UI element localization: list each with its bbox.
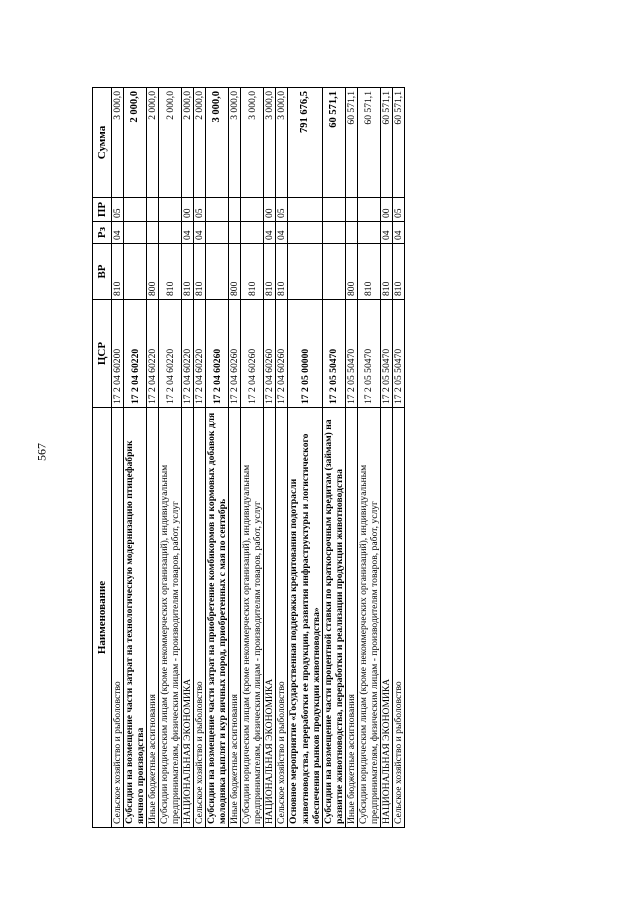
cell-name: НАЦИОНАЛЬНАЯ ЭКОНОМИКА xyxy=(380,408,392,828)
cell-vr: 800 xyxy=(345,244,357,300)
cell-name: Сельское хозяйство и рыболовство xyxy=(112,408,124,828)
cell-vr xyxy=(288,244,322,300)
cell-sum: 3 000,0 xyxy=(112,88,124,198)
cell-name: Сельское хозяйство и рыболовство xyxy=(194,408,206,828)
table-row xyxy=(147,88,159,828)
cell-vr: 810 xyxy=(112,244,124,300)
table-row xyxy=(392,88,404,828)
cell-pr xyxy=(241,198,264,222)
cell-csr: 17 2 05 50470 xyxy=(380,300,392,408)
cell-vr: 810 xyxy=(357,244,380,300)
cell-name: Сельское хозяйство и рыболовство xyxy=(392,408,404,828)
cell-pr: 00 xyxy=(182,198,194,222)
cell-sum: 3 000,0 xyxy=(264,88,276,198)
cell-name: Основное мероприятие «Государственная поддержка кредитования подотрасли животноводства, переработки ее продукции, развития инфраструктуры и логистического обеспечения рынков продукции животноводства» xyxy=(288,408,322,828)
cell-rz: 04 xyxy=(276,222,288,244)
cell-pr xyxy=(159,198,182,222)
cell-csr: 17 2 04 60260 xyxy=(229,300,241,408)
cell-rz xyxy=(124,222,147,244)
cell-csr: 17 2 04 60260 xyxy=(206,300,229,408)
cell-sum: 60 571,1 xyxy=(392,88,404,198)
cell-rz xyxy=(229,222,241,244)
cell-vr: 810 xyxy=(194,244,206,300)
table-row xyxy=(194,88,206,828)
cell-csr: 17 2 04 60260 xyxy=(264,300,276,408)
cell-csr: 17 2 04 60220 xyxy=(194,300,206,408)
cell-pr xyxy=(147,198,159,222)
table-header-row xyxy=(93,88,112,828)
cell-csr: 17 2 05 00000 xyxy=(288,300,322,408)
cell-name: Субсидии на возмещение части процентной ставки по краткосрочным кредитам (займам) на развитие животноводства, переработки и реализации продукции животноводства xyxy=(322,408,345,828)
cell-pr: 05 xyxy=(392,198,404,222)
cell-rz: 04 xyxy=(112,222,124,244)
cell-sum: 60 571,1 xyxy=(345,88,357,198)
cell-rz xyxy=(206,222,229,244)
cell-name: Субсидии юридическим лицам (кроме некоммерческих организаций), индивидуальным предпринимателям, физическим лицам - производителям товаров, работ, услуг xyxy=(357,408,380,828)
cell-vr: 810 xyxy=(264,244,276,300)
cell-name: Иные бюджетные ассигнования xyxy=(345,408,357,828)
table-row xyxy=(124,88,147,828)
cell-name: Субсидии юридическим лицам (кроме некоммерческих организаций), индивидуальным предпринимателям, физическим лицам - производителям товаров, работ, услуг xyxy=(159,408,182,828)
table-row xyxy=(206,88,229,828)
cell-sum: 791 676,5 xyxy=(288,88,322,198)
cell-csr: 17 2 04 60220 xyxy=(147,300,159,408)
table-row xyxy=(380,88,392,828)
budget-table xyxy=(92,87,405,828)
cell-pr xyxy=(206,198,229,222)
cell-rz: 04 xyxy=(392,222,404,244)
table-row xyxy=(288,88,322,828)
cell-name: Субсидии на возмещение части затрат на технологическую модернизацию птицефабрик яичного производства xyxy=(124,408,147,828)
cell-csr: 17 2 04 60260 xyxy=(241,300,264,408)
cell-sum: 2 000,0 xyxy=(124,88,147,198)
cell-sum: 3 000,0 xyxy=(241,88,264,198)
table-row xyxy=(182,88,194,828)
table-row xyxy=(112,88,124,828)
header-name: Наименование xyxy=(93,408,112,828)
cell-rz xyxy=(322,222,345,244)
cell-vr xyxy=(322,244,345,300)
cell-csr: 17 2 04 60260 xyxy=(276,300,288,408)
cell-rz xyxy=(288,222,322,244)
cell-pr xyxy=(345,198,357,222)
cell-csr: 17 2 05 50470 xyxy=(357,300,380,408)
cell-name: Субсидии на возмещение части затрат на приобретение комбикормов и кормовых добавок для молодняка цыплят и кур яичных пород, приобретенных с мая по сентябрь xyxy=(206,408,229,828)
cell-pr: 05 xyxy=(276,198,288,222)
cell-vr: 800 xyxy=(147,244,159,300)
cell-csr: 17 2 05 50470 xyxy=(392,300,404,408)
table-row xyxy=(345,88,357,828)
header-pr: ПР xyxy=(93,198,112,222)
cell-sum: 3 000,0 xyxy=(229,88,241,198)
cell-pr xyxy=(229,198,241,222)
cell-vr xyxy=(206,244,229,300)
table-row xyxy=(264,88,276,828)
cell-pr xyxy=(357,198,380,222)
cell-vr: 810 xyxy=(159,244,182,300)
cell-csr: 17 2 04 60220 xyxy=(124,300,147,408)
cell-pr xyxy=(124,198,147,222)
header-vr: ВР xyxy=(93,244,112,300)
cell-name: Сельское хозяйство и рыболовство xyxy=(276,408,288,828)
cell-rz xyxy=(159,222,182,244)
cell-vr: 800 xyxy=(229,244,241,300)
cell-rz xyxy=(241,222,264,244)
cell-rz xyxy=(147,222,159,244)
cell-pr xyxy=(288,198,322,222)
cell-rz: 04 xyxy=(380,222,392,244)
table-row xyxy=(322,88,345,828)
table-row xyxy=(241,88,264,828)
rotated-table-container xyxy=(92,88,562,828)
cell-rz: 04 xyxy=(194,222,206,244)
header-csr: ЦСР xyxy=(93,300,112,408)
cell-vr: 810 xyxy=(276,244,288,300)
cell-sum: 2 000,0 xyxy=(182,88,194,198)
cell-pr xyxy=(322,198,345,222)
cell-sum: 2 000,0 xyxy=(194,88,206,198)
cell-vr: 810 xyxy=(392,244,404,300)
cell-csr: 17 2 04 60220 xyxy=(182,300,194,408)
cell-name: НАЦИОНАЛЬНАЯ ЭКОНОМИКА xyxy=(182,408,194,828)
header-sum: Сумма xyxy=(93,88,112,198)
cell-pr: 05 xyxy=(194,198,206,222)
table-body xyxy=(112,88,405,828)
cell-vr xyxy=(124,244,147,300)
header-rz: Рз xyxy=(93,222,112,244)
cell-csr: 17 2 05 50470 xyxy=(322,300,345,408)
cell-vr: 810 xyxy=(380,244,392,300)
cell-name: НАЦИОНАЛЬНАЯ ЭКОНОМИКА xyxy=(264,408,276,828)
cell-csr: 17 2 04 60200 xyxy=(112,300,124,408)
cell-csr: 17 2 04 60220 xyxy=(159,300,182,408)
cell-name: Субсидии юридическим лицам (кроме некоммерческих организаций), индивидуальным предпринимателям, физическим лицам - производителям товаров, работ, услуг xyxy=(241,408,264,828)
page-number-text: 567 xyxy=(34,443,49,461)
cell-sum: 2 000,0 xyxy=(159,88,182,198)
cell-rz xyxy=(357,222,380,244)
cell-sum: 3 000,0 xyxy=(276,88,288,198)
table-row xyxy=(357,88,380,828)
cell-rz: 04 xyxy=(264,222,276,244)
cell-vr: 810 xyxy=(182,244,194,300)
cell-name: Иные бюджетные ассигнования xyxy=(147,408,159,828)
cell-csr: 17 2 05 50470 xyxy=(345,300,357,408)
cell-sum: 2 000,0 xyxy=(147,88,159,198)
cell-pr: 00 xyxy=(380,198,392,222)
table-row xyxy=(229,88,241,828)
cell-pr: 00 xyxy=(264,198,276,222)
cell-name: Иные бюджетные ассигнования xyxy=(229,408,241,828)
cell-sum: 60 571,1 xyxy=(357,88,380,198)
cell-pr: 05 xyxy=(112,198,124,222)
cell-sum: 60 571,1 xyxy=(380,88,392,198)
cell-vr: 810 xyxy=(241,244,264,300)
table-row xyxy=(276,88,288,828)
cell-sum: 60 571,1 xyxy=(322,88,345,198)
cell-rz: 04 xyxy=(182,222,194,244)
cell-sum: 3 000,0 xyxy=(206,88,229,198)
cell-rz xyxy=(345,222,357,244)
table-row xyxy=(159,88,182,828)
